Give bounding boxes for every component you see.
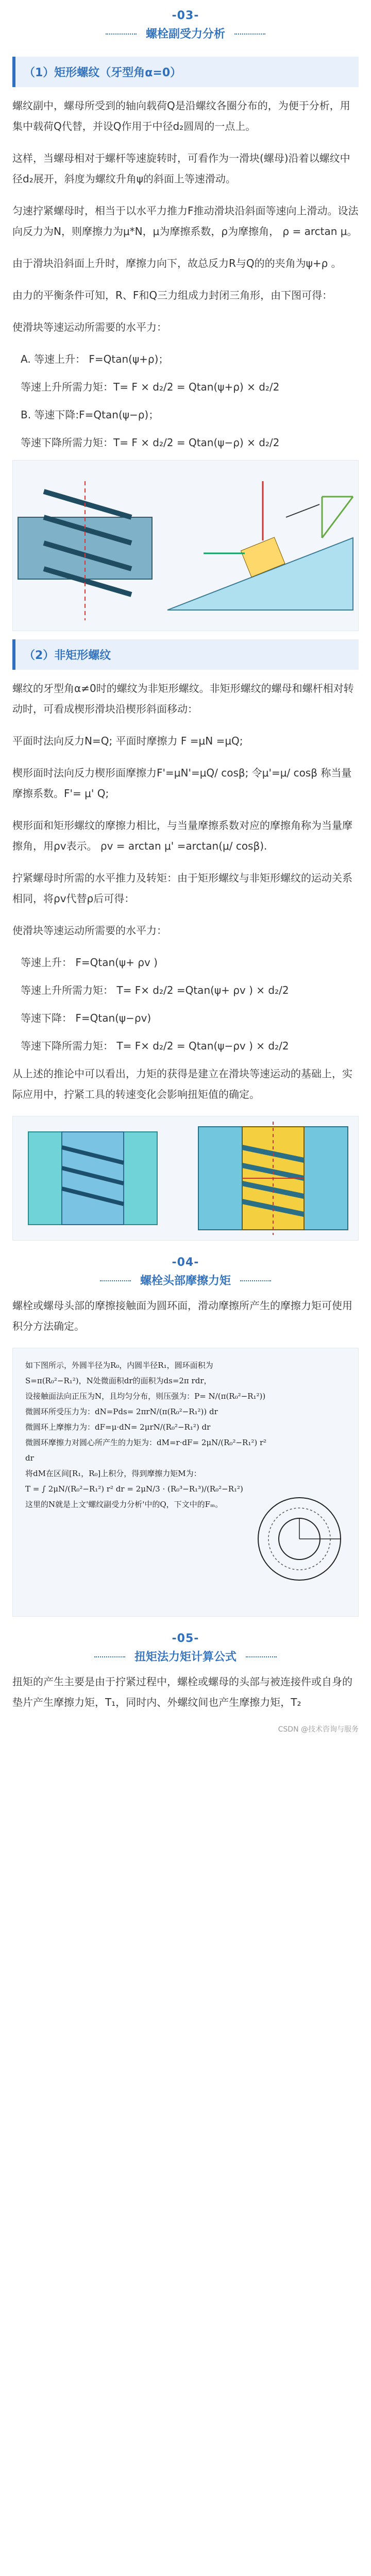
section-number: -03- [172,9,199,22]
friction-torque-box [12,1348,359,1617]
formula-a1: A. 等速上升： F=Qtan(ψ+ρ)； [21,353,169,365]
paragraph-7: 螺纹的牙型角α≠0时的螺纹为非矩形螺纹。非矩形螺纹的螺母和螺杆相对转动时，可看成楔形滑块沿楔形斜面移动： [12,682,354,715]
watermark: CSDN @技术咨询与服务 [278,1725,359,1734]
derivation-line: 这里的N就是上文'螺纹副受力分析'中的Q，下文中的Fₘ。 [25,1500,223,1509]
section-header-03 [0,0,371,48]
section-title: 螺栓副受力分析 [137,25,234,41]
derivation-line: 微圆环所受压力为：dN=Pds= 2πrN/(π(R₀²−R₁²)) dr [25,1407,218,1416]
section-title: 螺栓头部摩擦力矩 [131,1272,240,1288]
paragraph-11: 拧紧螺母时所需的水平推力及转矩：由于矩形螺纹与非矩形螺纹的运动关系相同，将ρv代替ρ后可得： [12,872,352,905]
paragraph-15: 扭矩的产生主要是由于拧紧过程中，螺栓或螺母的头部与被连接件或自身的垫片产生摩擦力矩，T₁，同时内、外螺纹间也产生摩擦力矩，T₂ [12,1675,352,1708]
friction-derivation [13,1348,280,1521]
derivation-line: 微圆环上摩擦力为：dF=μ·dN= 2μrN/(R₀²−R₁²) dr [25,1422,211,1432]
paragraph-8: 平面时法向反力N=Q; 平面时摩擦力 F =μN =μQ; [12,735,243,747]
thread-force-figure [12,460,359,631]
section-number: -05- [172,1632,199,1645]
formula-b2: 等速下降所需力矩：T= F × d₂/2 = Qtan(ψ−ρ) × d₂/2 [21,436,280,449]
section-number: -04- [172,1256,199,1269]
ring-diagram [253,1493,346,1585]
derivation-line: 微圆环摩擦力对圆心所产生的力矩为：dM=r·dF= 2μN/(R₀²−R₁²) r² dr [25,1438,267,1463]
subheading-rect-thread: （1）矩形螺纹（牙型角α=0） [12,57,359,87]
formula-3: 等速下降： F=Qtan(ψ−ρv) [21,1012,151,1024]
formula-1: 等速上升： F=Qtan(ψ+ ρv ) [21,956,158,969]
paragraph-5: 由力的平衡条件可知，R、F和Q三力组成力封闭三角形，由下图可得： [12,289,333,301]
paragraph-1: 螺纹副中，螺母所受到的轴向载荷Q是沿螺纹各圈分布的，为便于分析，用集中载荷Q代替，并设Q作用于中径d₂圆周的一点上。 [12,99,350,132]
section-title: 扭矩法力矩计算公式 [125,1648,246,1664]
derivation-line: 将dM在区间[R₁，R₀]上积分，得到摩擦力矩M为： [25,1469,201,1478]
paragraph-3: 匀速拧紧螺母时，相当于以水平力推力F推动滑块沿斜面等速向上滑动。设法向反力为N，则摩擦力为μ*N，μ为摩擦系数，ρ为摩擦角， ρ = arctan μ。 [12,205,359,238]
subheading-nonrect-thread: （2）非矩形螺纹 [12,639,359,670]
section-header-05 [0,1623,371,1671]
derivation-line: 设接触面法向正压为N，且均匀分布，则压强为：P= N/(π(R₀²−R₁²)) [25,1392,266,1401]
paragraph-12: 使滑块等速运动所需要的水平力： [12,924,167,937]
paragraph-6: 使滑块等速运动所需要的水平力： [12,321,167,333]
paragraph-2: 这样，当螺母相对于螺杆等速旋转时，可看作为一滑块(螺母)沿着以螺纹中径d₂展开，斜度为螺纹升角ψ的斜面上等速滑动。 [12,152,350,185]
paragraph-14: 螺栓或螺母头部的摩擦接触面为圆环面，滑动摩擦所产生的摩擦力矩可使用积分方法确定。 [12,1299,352,1332]
paragraph-13: 从上述的推论中可以看出，力矩的获得是建立在滑块等速运动的基础上，实际应用中，拧紧工具的转速变化会影响扭矩值的确定。 [12,1067,352,1100]
section-header-04 [0,1247,371,1295]
derivation-line: 如下图所示，外圆半径为R₀，内圆半径R₁，圆环面积为 S=π(R₀²−R₁²)，N处微面积dr的面积为ds=2π rdr， [25,1361,213,1385]
thread-wedge-diagram [13,1116,359,1240]
thread-wedge-figure [12,1116,359,1241]
formula-2: 等速上升所需力矩： T= F× d₂/2 =Qtan(ψ+ ρv ) × d₂/2 [21,984,289,996]
derivation-line: T = ∫ 2μN/(R₀²−R₁²) r² dr = 2μN/3 · (R₀³−R₁³)/(R₀²−R₁²) [25,1484,243,1494]
paragraph-9: 楔形面时法向反力楔形面摩擦力F'=μN'=μQ/ cosβ; 令μ'=μ/ cosβ 称当量摩擦系数。F'= μ' Q; [12,767,352,800]
formula-4: 等速下降所需力矩： T= F× d₂/2 = Qtan(ψ−ρv ) × d₂/2 [21,1040,289,1052]
formula-b1: B. 等速下降:F=Qtan(ψ−ρ)； [21,409,159,421]
formula-a2: 等速上升所需力矩：T= F × d₂/2 = Qtan(ψ+ρ) × d₂/2 [21,381,280,393]
paragraph-4: 由于滑块沿斜面上升时，摩擦力向下，故总反力R与Q的的夹角为ψ+ρ 。 [12,257,342,269]
paragraph-10: 楔形面和矩形螺纹的摩擦力相比，与当量摩擦系数对应的摩擦角称为当量摩擦角，用ρv表示。 ρv = arctan μ' =arctan(μ/ cosβ). [12,819,352,852]
thread-force-diagram [13,461,359,631]
